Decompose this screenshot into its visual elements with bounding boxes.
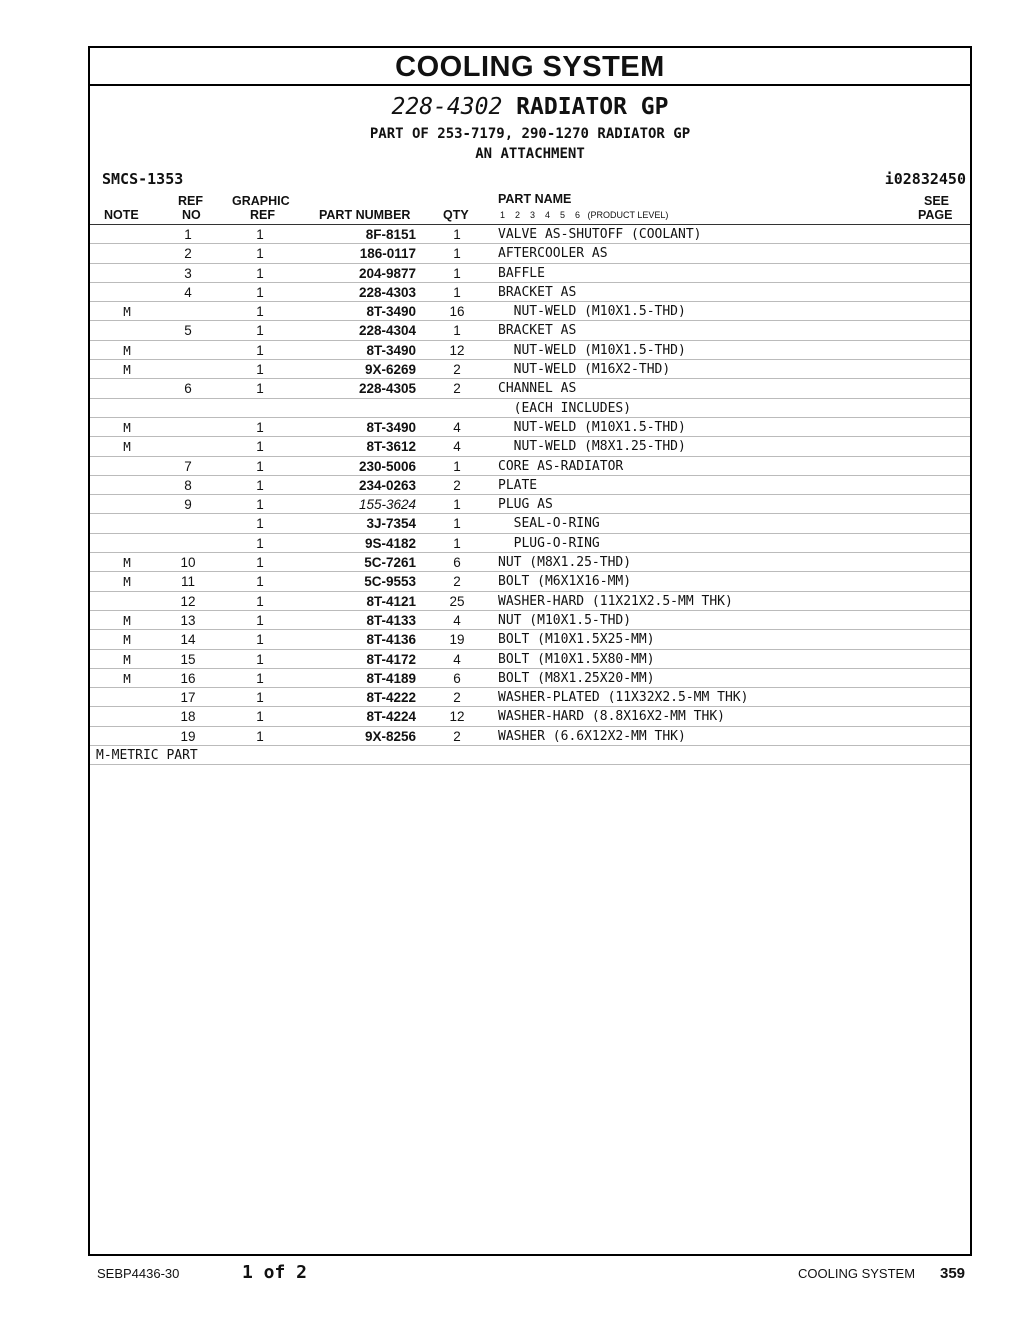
part-name-cell: CHANNEL AS [498, 381, 577, 397]
graphic-ref-cell: 1 [256, 632, 264, 648]
table-row [90, 592, 970, 611]
col-graphic-bottom: REF [250, 208, 275, 222]
ref-cell: 2 [184, 246, 192, 262]
note-cell: M [123, 362, 131, 378]
part-number-cell: 8T-4172 [366, 651, 416, 667]
qty-cell: 12 [449, 342, 465, 358]
qty-cell: 4 [453, 419, 461, 435]
qty-cell: 4 [453, 651, 461, 667]
table-row [90, 302, 970, 321]
graphic-ref-cell: 1 [256, 728, 264, 744]
note-cell: M [123, 342, 131, 358]
footer-section: COOLING SYSTEM [798, 1266, 916, 1281]
column-header [90, 190, 970, 225]
col-see-top: SEE [924, 194, 950, 208]
part-number-cell: 228-4303 [358, 284, 416, 300]
part-number-cell: 8T-3490 [366, 419, 416, 435]
graphic-ref-cell: 1 [256, 284, 264, 300]
col-part-name: PART NAME [498, 192, 572, 206]
table-row [90, 341, 970, 360]
ref-cell: 1 [184, 227, 192, 242]
graphic-ref-cell: 1 [256, 381, 264, 397]
graphic-ref-cell: 1 [256, 342, 264, 358]
table-row [90, 630, 970, 649]
table-row [90, 399, 970, 418]
graphic-ref-cell: 1 [256, 362, 264, 378]
attachment-line: AN ATTACHMENT [475, 146, 585, 162]
part-name-cell: WASHER-HARD (11X21X2.5-MM THK) [498, 593, 733, 609]
graphic-ref-cell: 1 [256, 651, 264, 667]
table-row [90, 457, 970, 476]
group-name: RADIATOR GP [516, 94, 669, 120]
qty-cell: 6 [453, 670, 461, 686]
section-title: COOLING SYSTEM [90, 48, 970, 86]
ref-cell: 17 [180, 690, 196, 706]
ref-cell: 12 [180, 593, 196, 609]
part-number-cell: 8T-4189 [366, 670, 416, 686]
graphic-ref-cell: 1 [256, 227, 264, 242]
table-row [90, 669, 970, 688]
ref-cell: 18 [180, 709, 196, 725]
qty-cell: 25 [449, 593, 465, 609]
ref-cell: 6 [184, 381, 192, 397]
table-row [90, 534, 970, 553]
qty-cell: 12 [449, 709, 465, 725]
col-graphic-top: GRAPHIC [232, 194, 290, 208]
parts-page-frame [88, 46, 972, 1256]
part-name-cell: BOLT (M10X1.5X80-MM) [498, 651, 655, 667]
note-cell: M [123, 439, 131, 455]
footer-page-of: 1 of 2 [242, 1262, 308, 1283]
part-number-cell: 5C-7261 [364, 555, 416, 571]
qty-cell: 1 [453, 246, 461, 262]
part-name-cell: PLUG-O-RING [498, 535, 600, 551]
graphic-ref-cell: 1 [256, 612, 264, 628]
graphic-ref-cell: 1 [256, 555, 264, 571]
col-qty: QTY [443, 208, 469, 222]
part-name-cell: PLATE [498, 477, 538, 493]
part-name-cell: BRACKET AS [498, 284, 577, 300]
table-row [90, 437, 970, 456]
col-part-number: PART NUMBER [319, 208, 411, 222]
part-name-cell: NUT-WELD (M10X1.5-THD) [498, 342, 686, 358]
qty-cell: 2 [453, 477, 461, 493]
part-number-cell: 9X-8256 [364, 728, 416, 744]
part-number-cell: 9S-4182 [364, 535, 416, 551]
table-row [90, 225, 970, 244]
graphic-ref-cell: 1 [256, 516, 264, 532]
note-cell: M [123, 574, 131, 590]
table-row [90, 495, 970, 514]
part-number-cell: 8T-3612 [366, 439, 416, 455]
graphic-ref-cell: 1 [256, 458, 264, 474]
ref-cell: 3 [184, 265, 192, 281]
part-number-cell: 155-3624 [358, 497, 416, 513]
part-number-cell: 8T-4121 [366, 593, 416, 609]
qty-cell: 16 [449, 304, 465, 320]
graphic-ref-cell: 1 [256, 246, 264, 262]
part-name-cell: (EACH INCLUDES) [498, 400, 632, 416]
qty-cell: 1 [453, 227, 461, 242]
parts-list [90, 225, 970, 746]
ref-cell: 5 [184, 323, 192, 339]
footer-page-number: 359 [940, 1265, 966, 1282]
table-row [90, 553, 970, 572]
table-row [90, 707, 970, 726]
table-row [90, 514, 970, 533]
part-name-cell: VALVE AS-SHUTOFF (COOLANT) [498, 227, 702, 242]
part-number-cell: 8F-8151 [365, 227, 416, 242]
part-number-cell: 204-9877 [358, 265, 416, 281]
part-name-cell: PLUG AS [498, 497, 553, 513]
part-number-cell: 9X-6269 [364, 362, 416, 378]
qty-cell: 1 [453, 458, 461, 474]
graphic-ref-cell: 1 [256, 690, 264, 706]
qty-cell: 1 [453, 284, 461, 300]
ref-cell: 13 [180, 612, 196, 628]
graphic-ref-cell: 1 [256, 535, 264, 551]
graphic-ref-cell: 1 [256, 670, 264, 686]
ref-cell: 11 [180, 574, 195, 590]
part-name-cell: SEAL-O-RING [498, 516, 600, 532]
ref-cell: 7 [184, 458, 192, 474]
graphic-ref-cell: 1 [256, 323, 264, 339]
graphic-ref-cell: 1 [256, 574, 264, 590]
table-row [90, 321, 970, 340]
part-name-cell: AFTERCOOLER AS [498, 246, 608, 262]
col-ref-top: REF [178, 194, 203, 208]
part-number-cell: 228-4304 [358, 323, 416, 339]
part-number-cell: 230-5006 [358, 458, 416, 474]
table-row [90, 476, 970, 495]
col-ref-bottom: NO [182, 208, 201, 222]
graphic-ref-cell: 1 [256, 709, 264, 725]
qty-cell: 6 [453, 555, 461, 571]
table-row [90, 244, 970, 263]
ref-cell: 14 [180, 632, 196, 648]
group-title [90, 94, 970, 120]
note-cell: M [123, 419, 131, 435]
part-number-cell: 8T-4133 [366, 612, 416, 628]
part-name-cell: WASHER-HARD (8.8X16X2-MM THK) [498, 709, 725, 725]
ref-cell: 4 [184, 284, 192, 300]
part-name-cell: CORE AS-RADIATOR [498, 458, 624, 474]
part-name-cell: NUT-WELD (M10X1.5-THD) [498, 419, 686, 435]
qty-cell: 1 [453, 497, 461, 513]
table-row [90, 379, 970, 398]
col-product-level: 1 2 3 4 5 6 (PRODUCT LEVEL) [500, 210, 669, 220]
qty-cell: 19 [449, 632, 465, 648]
graphic-ref-cell: 1 [256, 477, 264, 493]
table-row [90, 727, 970, 746]
part-number-cell: 5C-9553 [364, 574, 416, 590]
metric-legend-text: M-METRIC PART [96, 748, 198, 764]
part-name-cell: NUT-WELD (M8X1.25-THD) [498, 439, 686, 455]
col-see-bottom: PAGE [918, 208, 953, 222]
illustration-id: i02832450 [884, 170, 966, 188]
part-name-cell: NUT (M8X1.25-THD) [498, 555, 632, 571]
note-cell: M [123, 632, 131, 648]
footer-doc-number: SEBP4436-30 [97, 1266, 180, 1281]
part-name-cell: NUT-WELD (M16X2-THD) [498, 362, 671, 378]
part-number-cell: 3J-7354 [366, 516, 416, 532]
part-number-cell: 8T-3490 [366, 304, 416, 320]
qty-cell: 2 [453, 381, 461, 397]
graphic-ref-cell: 1 [256, 593, 264, 609]
part-name-cell: NUT (M10X1.5-THD) [498, 612, 632, 628]
note-cell: M [123, 612, 131, 628]
part-name-cell: BOLT (M6X1X16-MM) [498, 574, 632, 590]
col-note: NOTE [104, 208, 139, 222]
part-name-cell: WASHER-PLATED (11X32X2.5-MM THK) [498, 690, 749, 706]
note-cell: M [123, 304, 131, 320]
qty-cell: 2 [453, 574, 461, 590]
part-number-cell: 8T-3490 [366, 342, 416, 358]
part-number-cell: 228-4305 [358, 381, 416, 397]
graphic-ref-cell: 1 [256, 304, 264, 320]
qty-cell: 2 [453, 690, 461, 706]
qty-cell: 2 [453, 362, 461, 378]
graphic-ref-cell: 1 [256, 419, 264, 435]
ref-cell: 15 [180, 651, 196, 667]
table-row [90, 360, 970, 379]
table-row [90, 611, 970, 630]
smcs-code: SMCS-1353 [102, 170, 184, 188]
part-name-cell: WASHER (6.6X12X2-MM THK) [498, 728, 686, 744]
graphic-ref-cell: 1 [256, 497, 264, 513]
qty-cell: 2 [453, 728, 461, 744]
table-row [90, 688, 970, 707]
part-number-cell: 8T-4136 [366, 632, 416, 648]
part-number-cell: 8T-4224 [366, 709, 416, 725]
part-name-cell: BRACKET AS [498, 323, 577, 339]
table-row [90, 264, 970, 283]
part-name-cell: BOLT (M8X1.25X20-MM) [498, 670, 655, 686]
graphic-ref-cell: 1 [256, 439, 264, 455]
table-row [90, 283, 970, 302]
qty-cell: 4 [453, 612, 461, 628]
qty-cell: 1 [453, 323, 461, 339]
ref-cell: 19 [180, 728, 196, 744]
qty-cell: 4 [453, 439, 461, 455]
part-number-cell: 234-0263 [358, 477, 416, 493]
part-name-cell: BOLT (M10X1.5X25-MM) [498, 632, 655, 648]
ref-cell: 9 [184, 497, 192, 513]
note-cell: M [123, 555, 131, 571]
part-number-cell: 8T-4222 [366, 690, 416, 706]
ref-cell: 10 [180, 555, 196, 571]
part-of-line: PART OF 253-7179, 290-1270 RADIATOR GP [369, 126, 691, 142]
ref-cell: 8 [184, 477, 192, 493]
part-name-cell: NUT-WELD (M10X1.5-THD) [498, 304, 686, 320]
note-cell: M [123, 651, 131, 667]
group-part-number: 228-4302 [391, 94, 503, 120]
table-row [90, 650, 970, 669]
qty-cell: 1 [453, 535, 461, 551]
table-row [90, 418, 970, 437]
group-header [90, 86, 970, 190]
qty-cell: 1 [453, 265, 461, 281]
metric-legend [90, 746, 970, 765]
graphic-ref-cell: 1 [256, 265, 264, 281]
note-cell: M [123, 670, 131, 686]
part-name-cell: BAFFLE [498, 265, 545, 281]
ref-cell: 16 [180, 670, 196, 686]
table-row [90, 572, 970, 591]
part-number-cell: 186-0117 [359, 246, 416, 262]
qty-cell: 1 [453, 516, 461, 532]
